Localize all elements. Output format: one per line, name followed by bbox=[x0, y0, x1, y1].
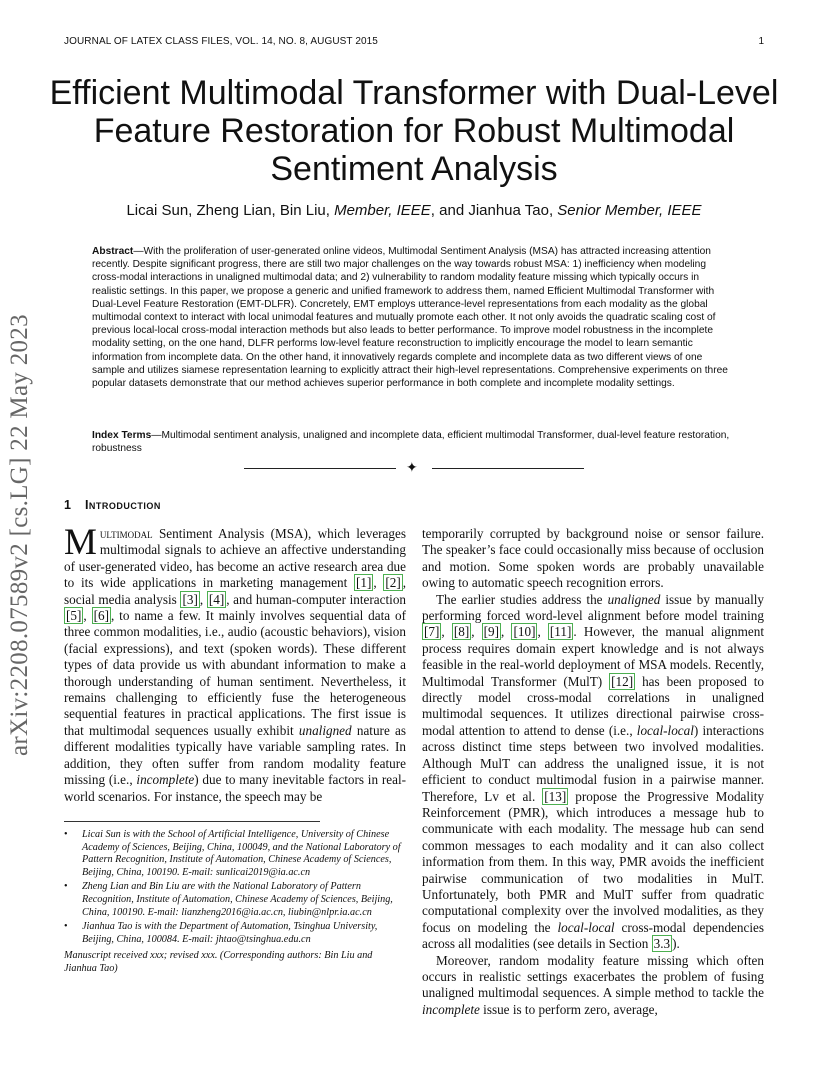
intro-paragraph-1: Multimodal Sentiment Analysis (MSA), which leverages multimodal signals to achieve an affective understanding of user-generated video, has become an active research area due to its wide applications in marketing management [1] , [2] , social media analysis [3] , [4] , and human-computer interaction [5] , [6] , to name a few. It mainly involves sequential data of three common modalities, i.e., audio (acoustic behaviors), vision (facial expressions), and text (spoken words). These different types of data provide us with abundant information to make a thorough understanding of human sentiment. Nevertheless, it remains challenging to efficiently fuse the heterogeneous sequential features in practical applications. The first issue is that multimodal sequences usually exhibit unaligned nature as different modalities typically have variable sampling rates. In addition, they often suffer from random modality feature missing (i.e., incomplete) due to many inevitable factors in real-world scenarios. For instance, the speech may be bbox=[64, 522, 407, 804]
citation-link[interactable]: [12] bbox=[611, 673, 634, 689]
footnote-text: Jianhua Tao is with the Department of Automation, Tsinghua University, Beijing, China, 100084. E-mail: jhtao@tsinghua.edu.cn bbox=[82, 921, 378, 945]
index-terms-text: —Multimodal sentiment analysis, unaligned and incomplete data, efficient multimodal Transformer, dual-level feature restoration, robustness bbox=[92, 430, 730, 455]
citation-link[interactable]: [11] bbox=[549, 624, 572, 640]
abstract-text: —With the proliferation of user-generated online videos, Multimodal Sentiment Analysis (MSA) has attracted increasing attention recently. Despite significant progress, there are still two major challenges on the way towards robust MSA: 1) inefficiency when modeling cross-modal interactions in unaligned multimodal data; and 2) vulnerability to random modality feature missing which typically occurs in realistic settings. In this paper, we propose a generic and unified framework to address them, named Efficient Multimodal Transformer with Dual-Level Feature Restoration (EMT-DLFR). Concretely, EMT employs utterance-level representations from each modality as the global multimodal context to interact with local unimodal features and mutually promote each other. It not only avoids the quadratic scaling cost of previous local-local cross-modal interaction methods but also leads to better performance. To improve model robustness in the incomplete modality setting, on the one hand, DLFR performs low-level feature reconstruction to implicitly encourage the model to learn semantic information from incomplete data. On the other hand, it innovatively regards complete and incomplete data as two different views of one sample and utilizes siamese representation learning to explicitly attract their high-level representations. Comprehensive experiments on three popular datasets demonstrate that our method achieves superior performance in both complete and incomplete modality settings. bbox=[92, 246, 728, 390]
citation-link[interactable]: [9] bbox=[483, 624, 500, 640]
right-paragraph-1: temporarily corrupted by background noise or sensor failure. The speaker’s face could occasionally miss because of occlusion and motion. Some spoken words are probably unavailable owing to automatic speech recognition errors. bbox=[422, 526, 764, 591]
footnotes bbox=[64, 829, 406, 976]
text-run: ). bbox=[672, 936, 680, 952]
footnote-item bbox=[64, 881, 406, 919]
abstract bbox=[92, 245, 732, 390]
emphasis: incomplete bbox=[422, 1001, 480, 1017]
index-terms bbox=[92, 429, 732, 455]
emphasis: local-local bbox=[636, 722, 694, 738]
citation-link[interactable]: [7] bbox=[424, 624, 440, 640]
text-run: cross-modal dependencies across all modalities (see details in Section bbox=[422, 919, 764, 952]
journal-header: JOURNAL OF LATEX CLASS FILES, VOL. 14, NO. 8, AUGUST 2015 bbox=[64, 36, 378, 47]
authors-part1: Licai Sun, Zheng Lian, Bin Liu, bbox=[126, 202, 335, 219]
footnote-text: Licai Sun is with the School of Artificial Intelligence, University of Chinese Academy of Sciences, Beijing, China, 100049, and the National Laboratory of Pattern Recognition, Institute of Automation, Chinese Academy of Sciences, Beijing, China, 100190. E-mail: sunlicai2019@ia.ac.cn bbox=[82, 829, 401, 878]
page-number: 1 bbox=[758, 36, 764, 47]
smallcaps-word: ultimodal bbox=[99, 526, 153, 541]
citation-link[interactable]: [8] bbox=[453, 624, 470, 640]
citation-link[interactable]: [6] bbox=[93, 608, 109, 624]
text-run: has been proposed to directly model cross-modal correlations in unaligned multimodal sequences. It utilizes directional pairwise cross-modal attention to attend to dense (i.e., bbox=[422, 673, 764, 738]
text-run: The earlier studies address the bbox=[436, 591, 608, 607]
right-paragraph-3 bbox=[422, 953, 764, 1019]
section-link[interactable]: 3.3 bbox=[653, 936, 671, 952]
author-member-note: Member, IEEE bbox=[334, 202, 431, 219]
emphasis: unaligned bbox=[298, 722, 352, 738]
manuscript-note: Manuscript received xxx; revised xxx. (Corresponding authors: Bin Liu and Jianhua Tao) bbox=[64, 950, 373, 974]
text-run: ) due to many inevitable factors in real-world scenarios. For instance, the speech may be bbox=[64, 772, 406, 804]
citation-link[interactable]: [10] bbox=[513, 624, 536, 640]
text-run: Moreover, random modality feature missing which often occurs in realistic settings exacerbates the problem of fusing unaligned multimodal sequences. A simple method to tackle the bbox=[422, 952, 764, 1001]
diamond-star-icon: ✦ bbox=[406, 461, 418, 476]
section-divider bbox=[244, 461, 584, 476]
section-number: 1 bbox=[64, 498, 71, 512]
citation-link[interactable]: [3] bbox=[182, 591, 198, 607]
text-run: issue is to perform zero, average, bbox=[479, 1001, 658, 1017]
text-run: , and human-computer interaction bbox=[226, 591, 407, 607]
authors-line bbox=[40, 202, 788, 219]
text-run: nature as different modalities typically have variable sampling rates. In addition, they often suffer from random modality feature missing (i.e., bbox=[64, 722, 407, 788]
text-run: propose the Progressive Modality Reinforcement (PMR), which introduces a message hub to communicate with each modality. The message hub can send common messages to each modality and it can also collect information from them. In this way, PMR avoids the inefficient pairwise communication of two modalities in MulT. Unfortunately, both PMR and MulT suffer from quadratic computational complexity over the involved modalities, as they focus on modeling the bbox=[422, 788, 764, 935]
bullet-icon: • bbox=[64, 881, 68, 893]
right-paragraph-2: The earlier studies address the unaligned issue by manually performing forced word-level alignment before model training [7] , [8] , [9] , [10] , [11] . However, the manual alignment process requires domain expert knowledge and is not always feasible in the real-world deployment of MSA models. Recently, Multimodal Transformer (MulT) [12] has been proposed to directly model cross-modal correlations in unaligned multimodal sequences. It utilizes directional pairwise cross-modal attention to attend to dense (i.e., local-local) interactions across distinct time steps between two involved modalities. Although MulT can address the unaligned issue, it is not efficient to conduct multimodal fusion in a pairwise manner. Therefore, Lv et al. [13] propose the Progressive Modality Reinforcement (PMR), which introduces a message hub to communicate with each modality. The message hub can send common messages to each modality and it can also collect information from them. In this way, PMR avoids the inefficient pairwise communication of two modalities in MulT. Unfortunately, both PMR and MulT suffer from quadratic computational complexity over the involved modalities, as they focus on modeling the local-local cross-modal dependencies across all modalities (see details in Section 3.3 ). bbox=[422, 591, 765, 952]
emphasis: unaligned bbox=[607, 591, 661, 607]
citation-link[interactable]: [4] bbox=[208, 591, 225, 607]
emphasis: local-local bbox=[557, 919, 615, 935]
citation-link[interactable]: [1] bbox=[355, 575, 372, 591]
text-run: , social media analysis bbox=[64, 575, 407, 607]
divider-line-left bbox=[244, 468, 396, 469]
text-run: ) interactions across distinct time steps between two involved modalities. Although MulT can address the unaligned issue, it is not efficient to conduct multimodal fusion in a pairwise manner. Therefore, Lv et al. bbox=[422, 722, 764, 804]
bullet-icon: • bbox=[64, 921, 68, 933]
paper-title: Efficient Multimodal Transformer with Dual-Level Feature Restoration for Robust Multimodal Sentiment Analysis bbox=[49, 74, 779, 188]
dropcap-letter: M bbox=[64, 522, 97, 563]
text-run: . However, the manual alignment process requires domain expert knowledge and is not always feasible in the real-world deployment of MSA models. Recently, Multimodal Transformer (MulT) bbox=[422, 624, 765, 689]
arxiv-stamp: arXiv:2208.07589v2 [cs.LG] 22 May 2023 bbox=[6, 314, 33, 756]
citation-link[interactable]: [2] bbox=[385, 575, 401, 591]
divider-line-right bbox=[432, 468, 584, 469]
index-terms-label: Index Terms bbox=[92, 430, 152, 441]
left-column bbox=[64, 522, 407, 805]
footnote-rule bbox=[64, 821, 320, 822]
footnote-item bbox=[64, 921, 406, 946]
emphasis: incomplete bbox=[136, 772, 195, 788]
author-senior-note: Senior Member, IEEE bbox=[557, 202, 702, 219]
authors-part2: , and Jianhua Tao, bbox=[430, 202, 558, 219]
citation-link[interactable]: [5] bbox=[66, 608, 82, 624]
bullet-icon: • bbox=[64, 829, 68, 840]
section-heading bbox=[64, 498, 161, 512]
section-title: Introduction bbox=[84, 498, 161, 512]
text-run: Sentiment Analysis (MSA), which leverages multimodal signals to achieve an affective understanding of user-generated video, has become an active research area due to its wide applications in marketing management bbox=[64, 526, 406, 591]
text-run: issue by manually performing forced word-level alignment before model training bbox=[422, 591, 765, 624]
footnote-item bbox=[64, 829, 406, 879]
abstract-label: Abstract bbox=[92, 246, 134, 257]
text-run: , to name a few. It mainly involves sequential data of three common modalities, i.e., audio (acoustic behaviors), vision (facial expressions), and text (spoken words). These different types of data provide us with abundant information to make a thorough understanding of human sentiment. Nevertheless, it remains challenging to efficiently fuse the heterogeneous sequential features in practical applications. The first issue is that multimodal sequences usually exhibit bbox=[64, 608, 406, 738]
footnote-text: Zheng Lian and Bin Liu are with the National Laboratory of Pattern Recognition, Institute of Automation, Chinese Academy of Sciences, Beijing, China, 100190. E-mail: lianzheng2016@ia.ac.cn, liubin@nlpr.ia.ac.cn bbox=[82, 881, 393, 918]
citation-link[interactable]: [13] bbox=[544, 788, 567, 804]
right-column bbox=[422, 526, 764, 1018]
